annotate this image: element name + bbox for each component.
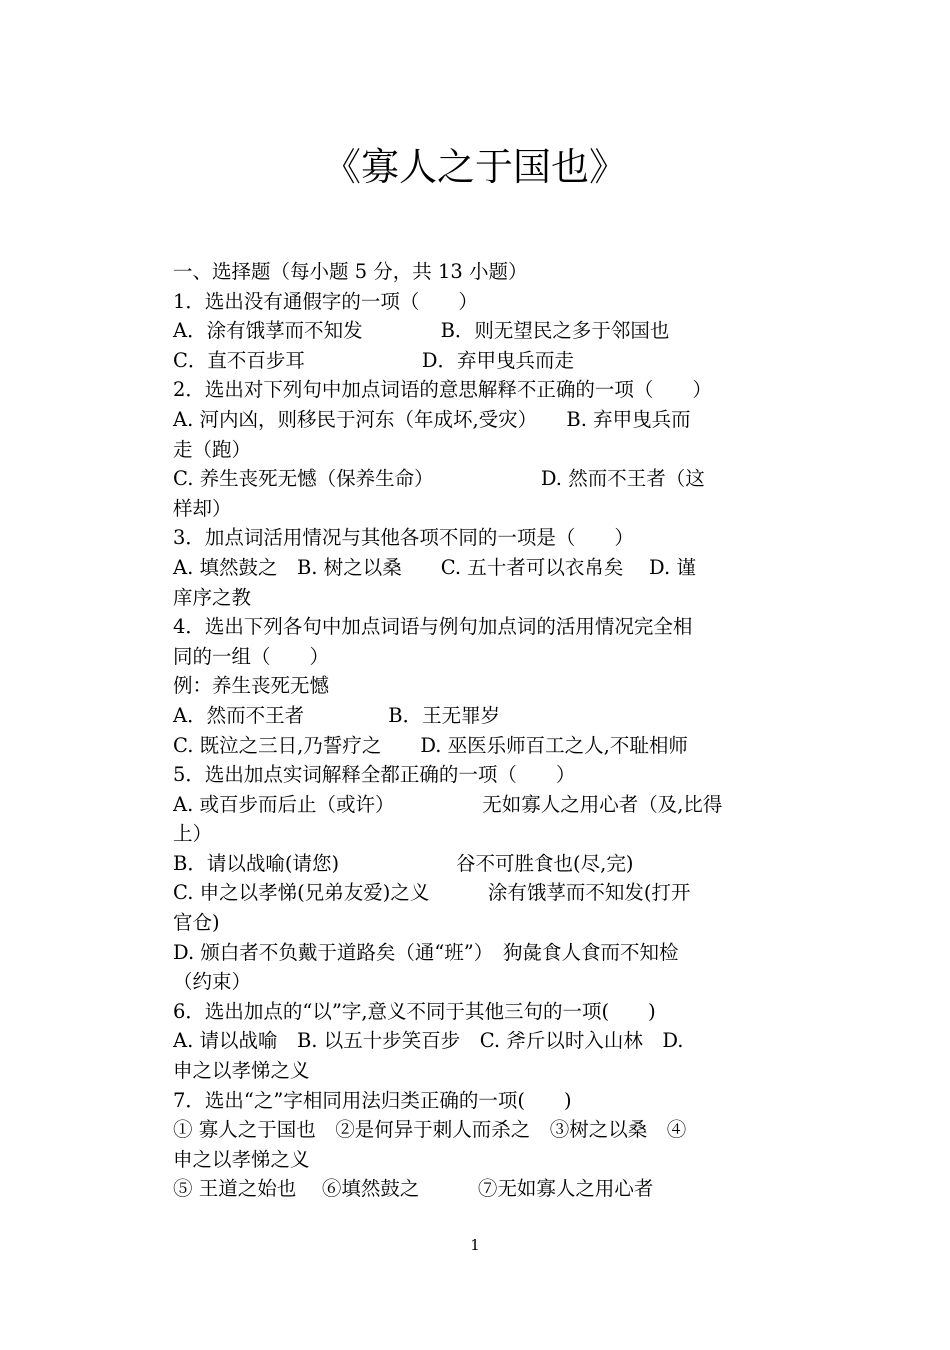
text-line: 4．选出下列各句中加点词语与例句加点词的活用情况完全相 [173, 615, 693, 639]
text-line: 6．选出加点的“以”字,意义不同于其他三句的一项( ) [173, 999, 656, 1023]
text-line: 上） [173, 822, 213, 846]
text-line: D. 颁白者不负戴于道路矣（通“班”） 狗彘食人食而不知检 [173, 940, 679, 964]
text-line: 3．加点词活用情况与其他各项不同的一项是（ ） [173, 526, 634, 550]
text-line: 5．选出加点实词解释全都正确的一项（ ） [173, 763, 576, 787]
text-line: 同的一组（ ） [173, 644, 330, 668]
text-line: A. 或百步而后止（或许） 无如寡人之用心者（及,比得 [173, 792, 723, 816]
text-line: C．直不百步耳 D．弃甲曳兵而走 [173, 348, 575, 372]
document-title: 《寡人之于国也》 [322, 145, 627, 189]
text-line: C. 申之以孝悌(兄弟友爱)之义 涂有饿莩而不知发(打开 [173, 881, 691, 905]
text-line: 1．选出没有通假字的一项（ ） [173, 289, 478, 313]
text-line: 7．选出“之”字相同用法归类正确的一项( ) [173, 1088, 572, 1112]
text-line: A. 填然鼓之 B. 树之以桑 C. 五十者可以衣帛矣 D. 谨 [173, 555, 696, 579]
text-line: 庠序之教 [173, 585, 252, 609]
text-line: 申之以孝悌之义 [173, 1147, 310, 1171]
text-line: （约束） [173, 970, 252, 994]
text-line: 走（跑） [173, 437, 252, 461]
page-number: 1 [470, 1236, 480, 1254]
text-line: 一、选择题（每小题 5 分，共 13 小题） [173, 260, 528, 283]
text-line: C. 既泣之三日,乃誓疗之 D. 巫医乐师百工之人,不耻相师 [173, 733, 688, 757]
text-line: ① 寡人之于国也 ②是何异于刺人而杀之 ③树之以桑 ④ [173, 1118, 687, 1142]
text-line: A. 河内凶，则移民于河东（年成坏,受灾） B. 弃甲曳兵而 [173, 407, 691, 431]
text-line: A．涂有饿莩而不知发 B．则无望民之多于邻国也 [173, 319, 670, 343]
text-line: 样却） [173, 496, 232, 520]
text-line: 官仓) [173, 911, 220, 935]
question-content [173, 257, 783, 1204]
text-line: 例：养生丧死无憾 [173, 674, 330, 698]
text-line: C. 养生丧死无憾（保养生命） D. 然而不王者（这 [173, 467, 705, 491]
text-line: ⑤ 王道之始也 ⑥填然鼓之 ⑦无如寡人之用心者 [173, 1177, 654, 1201]
text-line: 申之以孝悌之义 [173, 1059, 310, 1083]
text-line: 2．选出对下列句中加点词语的意思解释不正确的一项（ ） [173, 378, 712, 402]
text-line: B．请以战喻(请您) 谷不可胜食也(尽,完) [173, 851, 634, 875]
text-line: A．然而不王者 B．王无罪岁 [173, 703, 501, 727]
text-line: A. 请以战喻 B. 以五十步笑百步 C. 斧斤以时入山林 D. [173, 1029, 684, 1053]
